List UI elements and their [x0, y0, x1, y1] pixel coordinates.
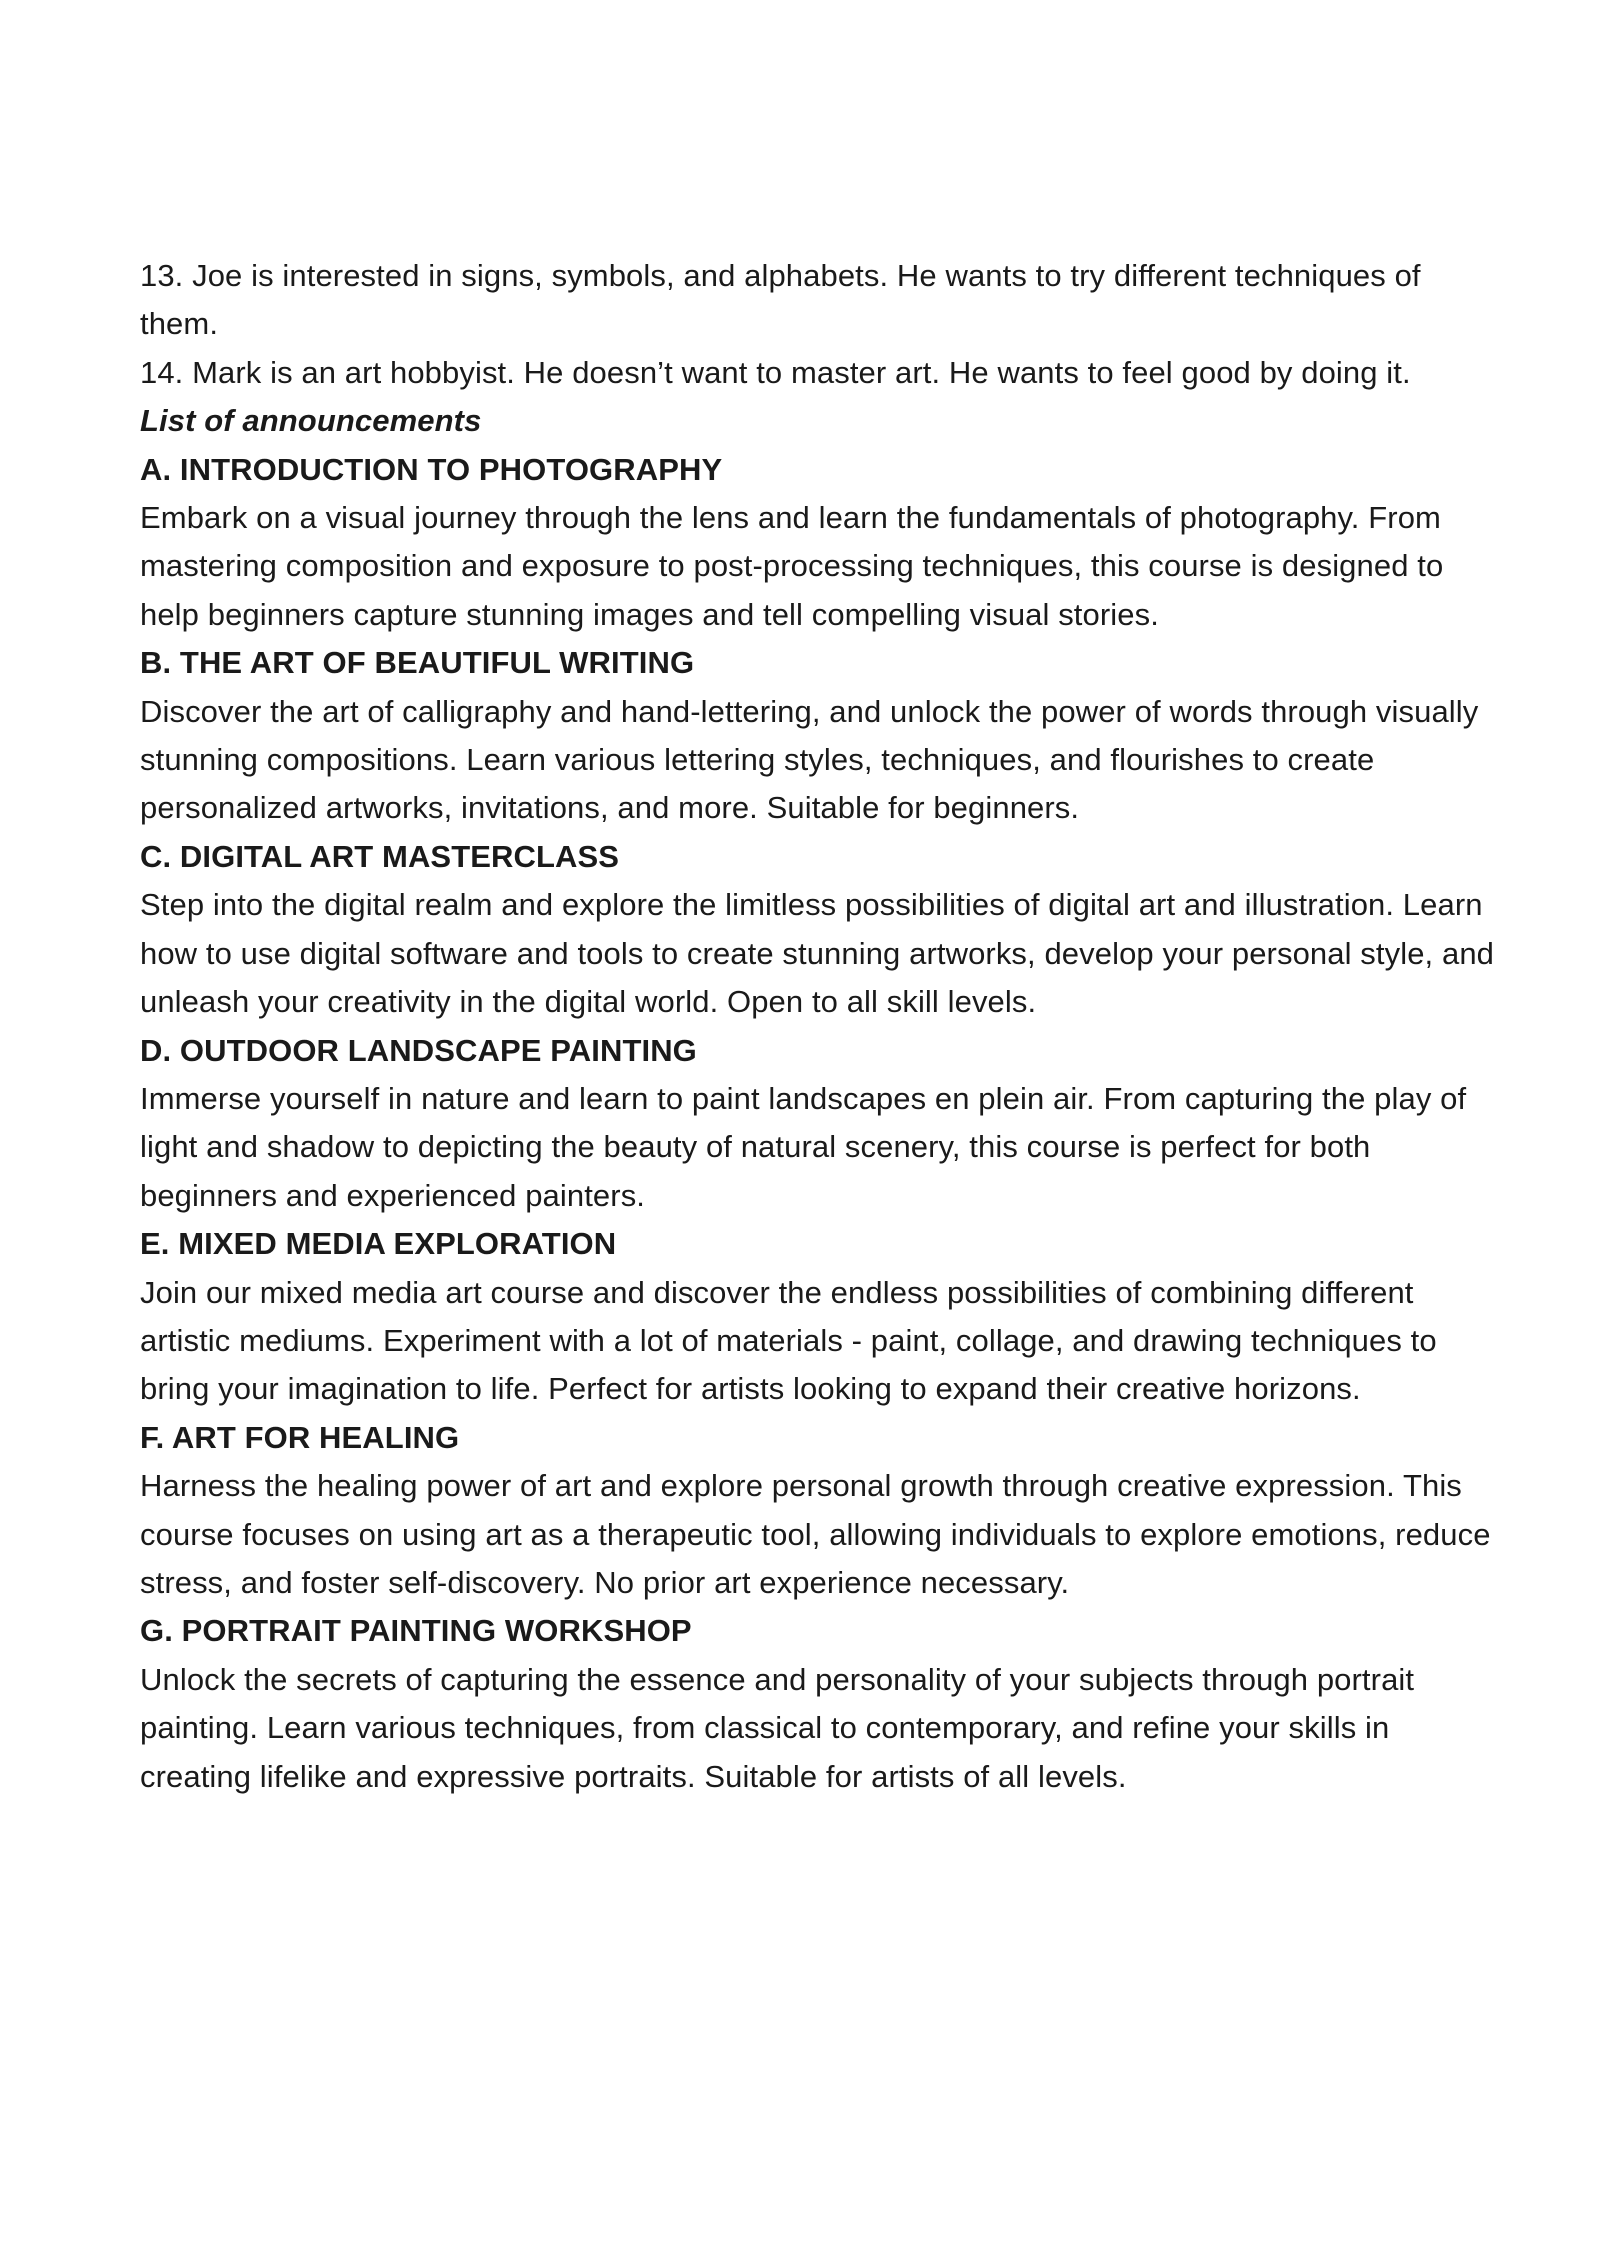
announcement-d-heading: D. OUTDOOR LANDSCAPE PAINTING [140, 1032, 697, 1068]
announcement-g-heading: G. PORTRAIT PAINTING WORKSHOP [140, 1613, 692, 1649]
announcements-list-title: List of announcements [140, 403, 482, 439]
announcement-e-body: Join our mixed media art course and discover the endless possibilities of combining different artistic mediums. Experiment with a lot of materials - paint, collage, and drawing techniques to bring your imagination to life. Perfect for artists looking to expand their creative horizons. [140, 1274, 1437, 1407]
question-13: 13. Joe is interested in signs, symbols, and alphabets. He wants to try different techniques of them. [140, 258, 1421, 342]
announcement-f-heading: F. ART FOR HEALING [140, 1419, 460, 1455]
announcement-b-heading: B. THE ART OF BEAUTIFUL WRITING [140, 645, 695, 681]
announcement-a-body: Embark on a visual journey through the lens and learn the fundamentals of photography. From mastering composition and exposure to post-processing techniques, this course is designed to help beginners capture stunning images and tell compelling visual stories. [140, 500, 1444, 632]
announcement-c-heading: C. DIGITAL ART MASTERCLASS [140, 838, 620, 874]
announcement-b-body: Discover the art of calligraphy and hand-lettering, and unlock the power of words through visually stunning compositions. Learn various lettering styles, techniques, and flourishes to create personalized artworks, invitations, and more. Suitable for beginners. [140, 693, 1479, 826]
announcement-a-heading: A. INTRODUCTION TO PHOTOGRAPHY [140, 451, 723, 487]
document-page [140, 252, 1500, 1801]
question-14: 14. Mark is an art hobbyist. He doesn’t want to master art. He wants to feel good by doing it. [140, 354, 1411, 390]
announcement-g-body: Unlock the secrets of capturing the essence and personality of your subjects through portrait painting. Learn various techniques, from classical to contemporary, and refine your skills in creating lifelike and expressive portraits. Suitable for artists of all levels. [140, 1661, 1415, 1794]
announcement-e-heading: E. MIXED MEDIA EXPLORATION [140, 1226, 617, 1262]
announcement-d-body: Immerse yourself in nature and learn to paint landscapes en plein air. From capturing the play of light and shadow to depicting the beauty of natural scenery, this course is perfect for both beginners and experienced painters. [140, 1080, 1467, 1213]
announcement-f-body: Harness the healing power of art and explore personal growth through creative expression. This course focuses on using art as a therapeutic tool, allowing individuals to explore emotions, reduce stress, and foster self-discovery. No prior art experience necessary. [140, 1468, 1491, 1600]
announcement-c-body: Step into the digital realm and explore the limitless possibilities of digital art and illustration. Learn how to use digital software and tools to create stunning artworks, develop your personal style, and unleash your creativity in the digital world. Open to all skill levels. [140, 887, 1494, 1020]
